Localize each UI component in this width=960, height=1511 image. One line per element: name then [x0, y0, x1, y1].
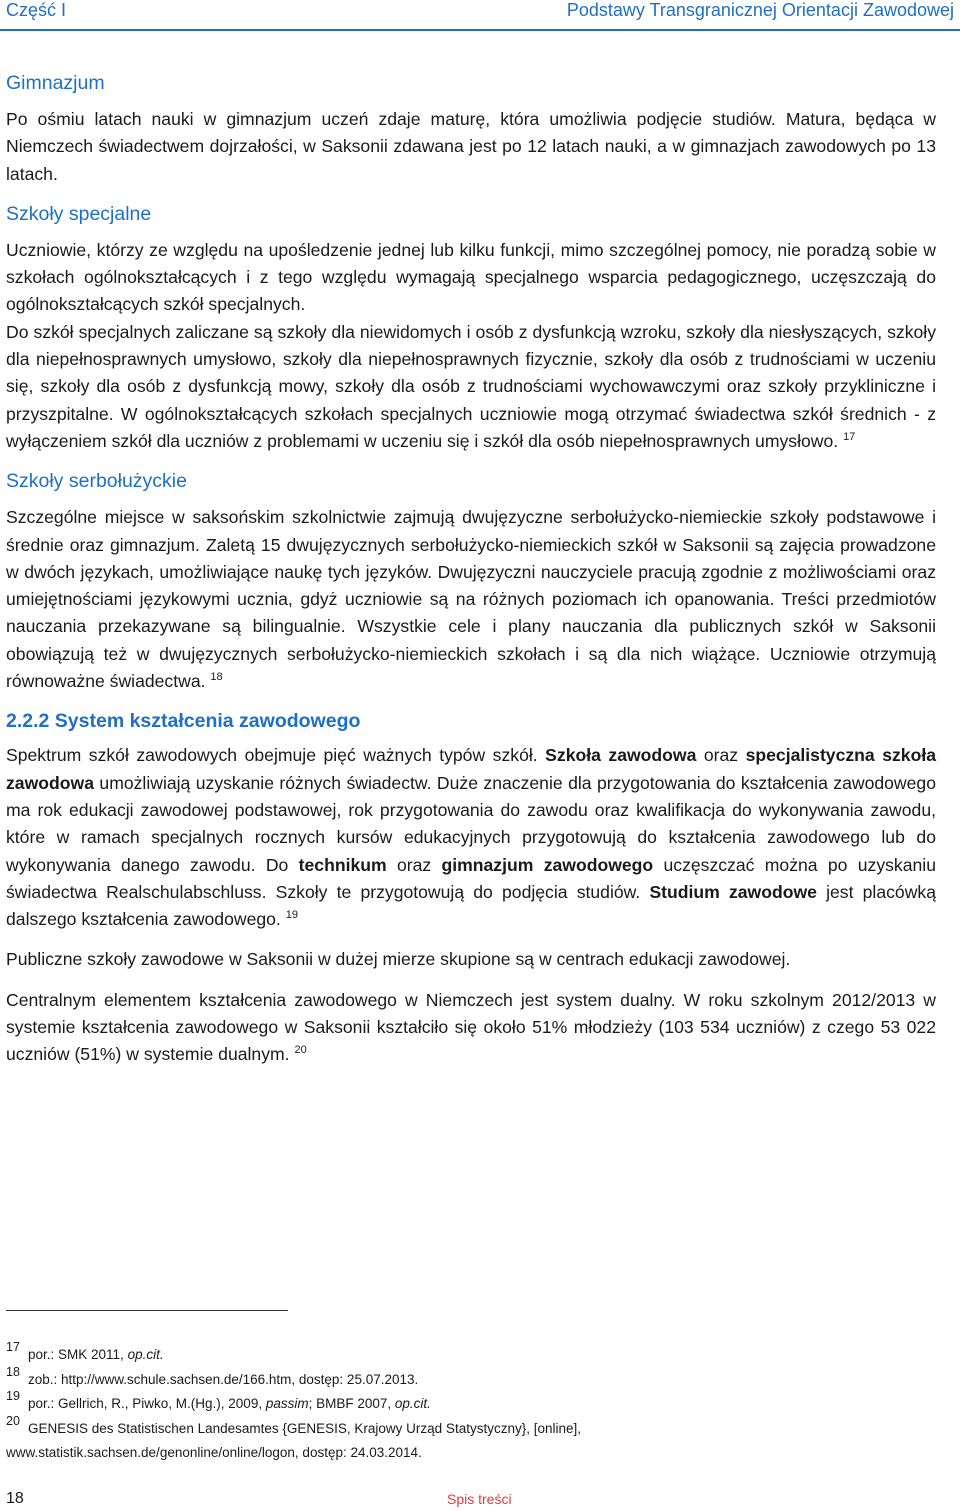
table-of-contents-link[interactable]: Spis treści	[447, 1491, 512, 1507]
footnote-ref-17[interactable]: 17	[843, 430, 856, 443]
footnote-18: 18 zob.: http://www.schule.sachsen.de/166.htm, dostęp: 25.07.2013.	[6, 1364, 419, 1387]
heading-system-ksztalcenia: 2.2.2 System kształcenia zawodowego	[6, 710, 361, 733]
footnote-ref-18[interactable]: 18	[210, 671, 223, 684]
footnote-20-link[interactable]: www.statistik.sachsen.de/genonline/online/logon, dostęp: 24.03.2014.	[6, 1445, 422, 1460]
heading-gimnazjum: Gimnazjum	[6, 72, 105, 94]
footnote-ref-20[interactable]: 20	[294, 1044, 307, 1057]
paragraph-specjalne-2: Do szkół specjalnych zaliczane są szkoły dla niewidomych i osób z dysfunkcją wzroku, szkoły dla niesłyszących, szkoły dla niepełnosprawnych umysłowo, szkoły dla niepełnosprawnych fizycznie, szkoły dla osób z trudnościami w uczeniu się, szkoły dla osób z dysfunkcją mowy, szkoły dla osób z trudnościami wychowawczymi oraz szkoły przykliniczne i przyszpitalne. W ogólnokształcących szkołach specjalnych uczniowie mogą otrzymać świadectwa szkół średnich - z wyłączeniem szkół dla uczniów z problemami w uczeniu się i szkół dla osób niepełnosprawnych umysłowo. $^{17}$	[6, 321, 936, 451]
paragraph-serbolużyckie: Szczególne miejsce w saksońskim szkolnictwie zajmują dwujęzyczne serbołużycko-niemieckie szkoły podstawowe i średnie oraz gimnazjum. Zaletą 15 dwujęzycznych serbołużycko-niemieckich szkół w Saksonii są zajęcia prowadzone w dwóch językach, umożliwiające naukę tych języków. Dwujęzyczni nauczyciele pracują zgodnie z możliwościami oraz umiejętnościami językowymi ucznia, gdyż uczniowie są na różnych poziomach ich opanowania. Treści przedmiotów nauczania przekazywane są bilingualnie. Wszystkie cele i plany nauczania dla publicznych szkół w Saksonii obowiązują też w dwujęzycznych serbołużycko-niemieckich szkołach i są dla nich wiążące. Uczniowie otrzymują równoważne świadectwa. $^{18}$	[6, 507, 936, 692]
part-label: Część I	[6, 0, 67, 20]
footnote-20: 20 GENESIS des Statistischen Landesamtes {GENESIS, Krajowy Urząd Statystyczny}, [online],	[6, 1413, 581, 1436]
footnote-19: 19 por.: Gellrich, R., Piwko, M.(Hg.), 2009, passim; BMBF 2007, op.cit.	[6, 1389, 431, 1411]
footnotes	[6, 1340, 936, 1466]
document-title: Podstawy Transgranicznej Orientacji Zawodowej	[566, 0, 954, 20]
paragraph-system-1: Spektrum szkół zawodowych obejmuje pięć ważnych typów szkół. Szkoła zawodowa oraz specjalistyczna szkoła zawodowa umożliwiają uzyskanie różnych świadectw. Duże znaczenie dla przygotowania do kształcenia zawodowego ma rok edukacji zawodowej podstawowej, rok przygotowania do zawodu oraz kwalifikacja do wykonywania zawodu, które w ramach specjalnych rocznych kursów edukacyjnych przygotowują do kształcenia zawodowego lub do wykonywania danego zawodu. Do technikum oraz gimnazjum zawodowego uczęszczać można po uzyskaniu świadectwa Realschulabschluss. Szkoły te przygotowują do podjęcia studiów. Studium zawodowe jest placówką dalszego kształcenia zawodowego. $^{19}$	[6, 745, 936, 930]
heading-szkoly-serbolużyckie: Szkoły serbołużyckie	[6, 470, 187, 493]
main-content	[6, 70, 936, 1069]
page-header	[0, 0, 960, 30]
header-rule	[0, 29, 960, 31]
footnote-18-link[interactable]: zob.: http://www.schule.sachsen.de/166.htm, dostęp: 25.07.2013.	[28, 1371, 419, 1387]
paragraph-system-3: Centralnym elementem kształcenia zawodowego w Niemczech jest system dualny. W roku szkolnym 2012/2013 w systemie kształcenia zawodowego w Saksonii kształciło się około 51% młodzieży (103 534 uczniów) z czego 53 022 uczniów (51%) w systemie dualnym. $^{20}$	[6, 989, 936, 1065]
paragraph-gimnazjum: Po ośmiu latach nauki w gimnazjum uczeń zdaje maturę, która umożliwia podjęcie studiów. Matura, będąca w Niemczech świadectwem dojrzałości, w Saksonii zdawana jest po 12 latach nauki, a w gimnazjach zawodowych po 13 latach.	[6, 109, 936, 184]
page-number: 18	[6, 1490, 24, 1507]
footnote-ref-19[interactable]: 19	[285, 909, 298, 922]
paragraph-specjalne-1: Uczniowie, którzy ze względu na upośledzenie jednej lub kilku funkcji, mimo szczególnej pomocy, nie poradzą sobie w szkołach ogólnokształcących i z tego względu wymagają specjalnego wsparcia pedagogicznego, uczęszczają do ogólnokształcących szkół specjalnych.	[6, 239, 936, 315]
footnote-17: 17 por.: SMK 2011, op.cit.	[6, 1340, 164, 1362]
heading-szkoly-specjalne: Szkoły specjalne	[6, 202, 152, 225]
footnote-separator	[6, 1310, 288, 1311]
paragraph-system-2: Publiczne szkoły zawodowe w Saksonii w dużej mierze skupione są w centrach edukacji zawodowej.	[6, 949, 791, 970]
